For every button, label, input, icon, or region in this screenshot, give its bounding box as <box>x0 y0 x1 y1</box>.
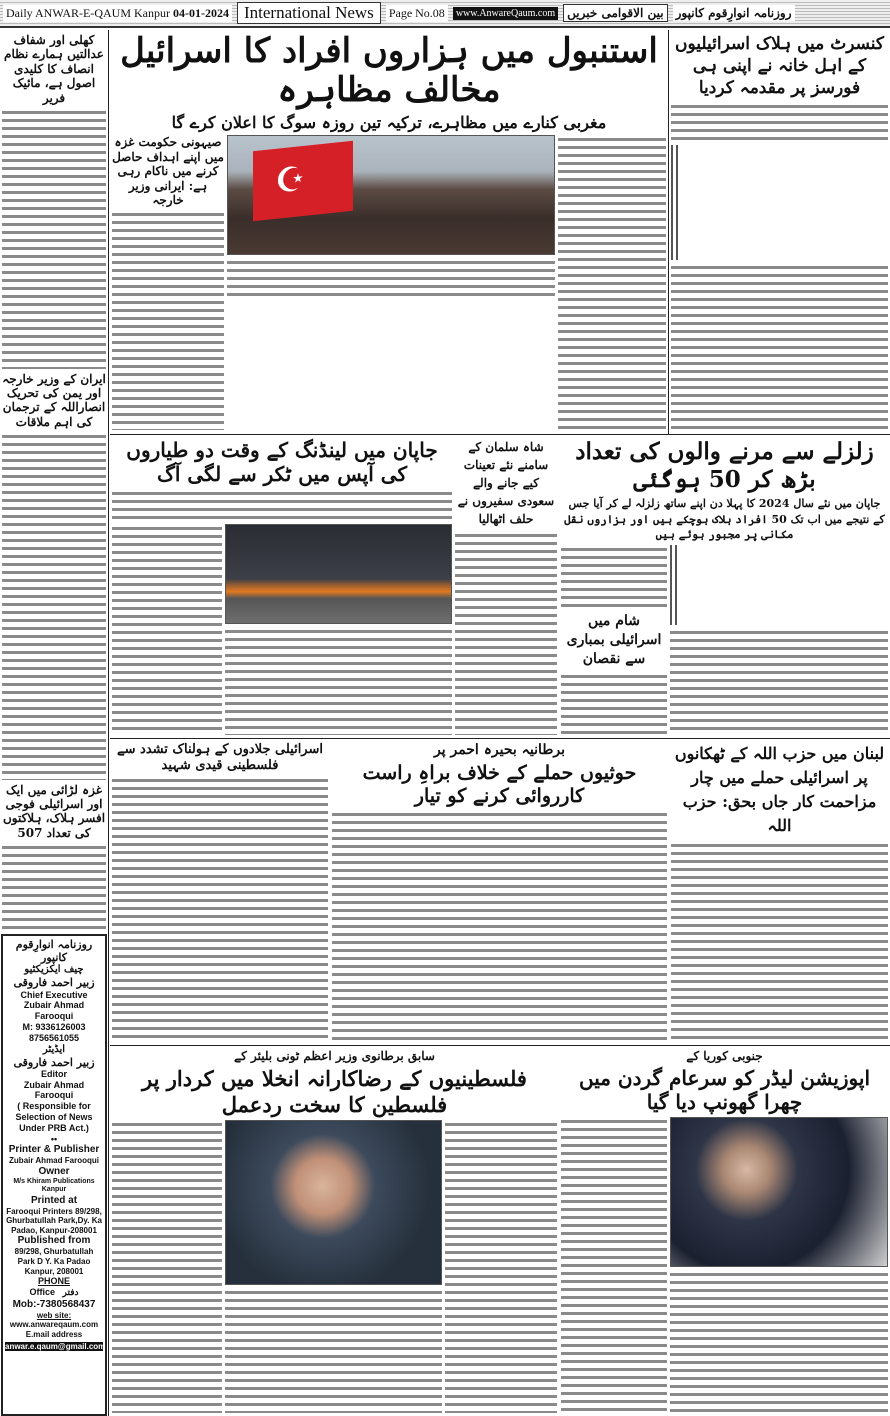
email-label: E.mail address <box>25 1330 83 1340</box>
concert-story <box>671 33 888 430</box>
quake-headline: زلزلے سے مرنے والوں کی تعداد بڑھ کر 50 ہوگئی <box>561 438 888 493</box>
houthi-body <box>332 810 667 1042</box>
masthead-urdu: روزنامہ انوارِقوم کانپور <box>673 5 795 21</box>
korea-body <box>670 1270 888 1413</box>
saudi-headline: شاہ سلمان کے سامنے نئے تعینات کیے جانے والے سعودی سفیروں نے حلف اٹھالیا <box>455 438 557 528</box>
blair-body-bottom <box>225 1288 442 1413</box>
iran-body <box>2 432 106 779</box>
japan-headline: جاپان میں لینڈنگ کے وقت دو طیاروں کی آپس میں ٹکر سے لگی آگ <box>112 438 452 486</box>
chief-exec-label: Chief Executive <box>20 989 88 1000</box>
blair-story <box>112 1049 557 1413</box>
zionist-story <box>112 135 224 430</box>
published-label: Published from <box>17 1235 91 1247</box>
date: 04-01-2024 <box>172 5 229 20</box>
japan-center <box>225 524 452 735</box>
istanbul-body-bottom <box>227 258 555 298</box>
quake-right-column <box>670 545 888 735</box>
concert-photo-women <box>676 145 678 260</box>
sidebar-stories <box>2 33 106 930</box>
section-rule <box>110 434 890 435</box>
section-rule <box>110 1045 890 1046</box>
gaza-body <box>2 843 106 930</box>
iran-headline: ایران کے وزیر خارجہ اور یمن کی تحریک انصاراللہ کے ترجمان کی اہم ملاقات <box>2 371 106 429</box>
paper-name <box>3 5 232 22</box>
column-rule <box>668 30 669 434</box>
concert-photos <box>671 145 888 260</box>
blair-columns <box>112 1120 557 1413</box>
office-urdu: دفتر <box>62 1288 79 1299</box>
blair-body-left <box>112 1120 222 1413</box>
quake-body-col <box>561 545 667 608</box>
zionist-headline: صیہونی حکومت غزہ میں اپنے اہداف حاصل کرنے میں ناکام رہی ہے: ایرانی وزیر خارجہ <box>112 135 224 207</box>
prisoner-body <box>112 776 328 1042</box>
gaza-headline: غزہ لڑائی میں ایک اور اسرائیلی فوجی افسر ہلاک، ہلاکتوں کی تعداد 507 <box>2 782 106 840</box>
printer-name: Zubair Ahmad Farooqui <box>9 1156 99 1166</box>
imprint-box <box>1 934 107 1416</box>
column-rule <box>108 30 109 1416</box>
istanbul-story <box>112 32 666 430</box>
prisoner-story <box>112 742 328 1042</box>
istanbul-protest-photo <box>227 135 555 255</box>
houthi-headline: حوثیوں حملے کے خلاف براہِ راست کارروائی کرنے کو تیار <box>332 762 667 808</box>
korea-headline: اپوزیشن لیڈر کو سرعام گردن میں چھرا گھونپ دیا گیا <box>561 1066 888 1114</box>
owner-label: Owner <box>38 1165 70 1177</box>
concert-photo-soldiers <box>671 145 673 260</box>
saudi-body <box>455 531 557 735</box>
printed-at: Farooqui Printers 89/298, Ghurbatullah Park,Dy. Ka Padao, Kanpur-208001 <box>6 1206 102 1235</box>
korea-columns <box>561 1117 888 1413</box>
chief-exec-name: Zubair Ahmad Farooqui <box>23 1000 85 1022</box>
saudi-story <box>455 438 557 735</box>
istanbul-subhead: مغربی کنارے میں مظاہرے، ترکیہ تین روزہ سوگ کا اعلان کرے گا <box>112 113 666 132</box>
japan-columns <box>112 524 452 735</box>
section-title-urdu: بین الاقوامی خبریں <box>563 4 667 22</box>
office-mobile: Mob:-7380568437 <box>12 1298 96 1310</box>
quake-subhead: جاپان میں نئے سال 2024 کا پہلا دن اپنے ساتھ زلزلہ لے کر آیا جس کے نتیجے میں اب تک 50 افراد ہلاک ہوچکے ہیں اور ہزاروں نقل مکانی پر مجبور ہوئے ہیں <box>561 496 888 542</box>
quake-body <box>670 628 888 735</box>
quake-photos <box>670 545 888 625</box>
houthi-kicker: برطانیہ بحیرہ احمر پر <box>332 742 667 759</box>
istanbul-center <box>227 135 555 430</box>
phone-label: PHONE <box>37 1276 70 1287</box>
courts-body <box>2 108 106 369</box>
istanbul-headline: استنبول میں ہزاروں افراد کا اسرائیل مخالف مظاہرہ <box>112 32 666 110</box>
japan-body-top <box>112 489 452 521</box>
blair-center <box>225 1120 442 1413</box>
web-link[interactable]: www.anwareqaum.com <box>9 1320 99 1330</box>
concert-headline: کنسرٹ میں ہلاک اسرائیلیوں کے اہل خانہ نے اپنی ہی فورسز پر مقدمہ کردیا <box>671 33 888 99</box>
japan-story <box>112 438 452 735</box>
section-rule <box>110 738 890 739</box>
korea-story <box>561 1049 888 1413</box>
blair-body-right <box>445 1120 557 1413</box>
printed-label: Printed at <box>30 1194 78 1206</box>
paper-title: Daily ANWAR-E-QAUM Kanpur <box>6 5 170 20</box>
istanbul-columns <box>112 135 666 430</box>
page-header <box>0 0 890 28</box>
blair-headline: فلسطینیوں کے رضاکارانہ انخلا میں کردار پر فلسطین کا سخت ردعمل <box>112 1066 557 1116</box>
chief-name-urdu: زبیر احمد فاروقی <box>5 976 103 989</box>
concert-body-top <box>671 102 888 142</box>
owner: M/s Khiram Publications Kanpur <box>13 1177 95 1194</box>
blair-kicker: سابق برطانوی وزیر اعظم ٹونی بلیئر کے <box>112 1049 557 1063</box>
japan-body-left <box>112 524 222 735</box>
concert-body <box>671 263 888 430</box>
website-link[interactable]: www.AnwareQaum.com <box>453 7 558 20</box>
prisoner-headline: اسرائیلی جلادوں کے ہولناک تشدد سے فلسطینی قیدی شہید <box>112 742 328 773</box>
separator-dots: •• <box>50 1133 58 1144</box>
quake-photo-house <box>670 545 672 625</box>
istanbul-body-right <box>558 135 666 430</box>
korea-kicker: جنوبی کوریا کے <box>561 1049 888 1063</box>
korea-right <box>670 1117 888 1413</box>
editor-name: Zubair Ahmad Farooqui <box>23 1079 85 1101</box>
syria-body <box>561 672 667 735</box>
korea-body-left <box>561 1117 667 1413</box>
mobile-2: 8756561055 <box>28 1032 80 1043</box>
section-title: International News <box>237 2 381 24</box>
chief-exec-urdu: چیف ایکزیکٹیو <box>5 964 103 976</box>
korea-leader-photo <box>670 1117 888 1267</box>
houthi-story <box>332 742 667 1042</box>
japan-plane-fire-photo <box>225 524 452 624</box>
office-line <box>5 1287 103 1299</box>
published-from: 89/298, Ghurbatullah Park D Y. Ka Padao Kanpur, 208001 <box>14 1247 94 1276</box>
lebanon-headline: لبنان میں حزب اللہ کے ٹھکانوں پر اسرائیلی حملے میں چار مزاحمت کار جاں بحق: حزب اللہ <box>671 742 888 838</box>
turkish-flag <box>253 141 353 222</box>
lebanon-story <box>671 742 888 1042</box>
syria-headline: شام میں اسرائیلی بمباری سے نقصان <box>561 612 667 669</box>
web-label: web site: <box>36 1310 72 1320</box>
lebanon-body <box>671 841 888 1042</box>
editor-label: Editor <box>41 1068 67 1079</box>
quake-story <box>561 438 888 735</box>
office-label: Office <box>29 1287 55 1298</box>
editor-name-urdu: زبیر احمد فاروقی <box>5 1056 103 1069</box>
mobile-1: M: 9336126003 <box>22 1021 86 1032</box>
email-link[interactable]: anwar.e.qaum@gmail.com <box>5 1341 106 1351</box>
page-number: Page No.08 <box>386 5 448 22</box>
printer-label: Printer & Publisher <box>8 1144 100 1156</box>
editor-note: ( Responsible for Selection of News Under PRB Act.) <box>15 1101 93 1133</box>
quake-left-column <box>561 545 667 735</box>
crescent-star-icon: ☪ <box>275 159 306 203</box>
imprint-masthead: روزنامہ انوارِقوم کانپور <box>5 938 103 964</box>
quake-photo-rubble <box>675 545 677 625</box>
tony-blair-photo <box>225 1120 442 1285</box>
quake-columns <box>561 545 888 735</box>
japan-body <box>225 627 452 735</box>
courts-headline: کھلی اور شفاف عدالتیں ہمارے نظام انصاف کا کلیدی اصول ہے، مائیک فریر <box>2 33 106 105</box>
editor-urdu: ایڈیٹر <box>5 1044 103 1056</box>
zionist-body <box>112 210 224 430</box>
